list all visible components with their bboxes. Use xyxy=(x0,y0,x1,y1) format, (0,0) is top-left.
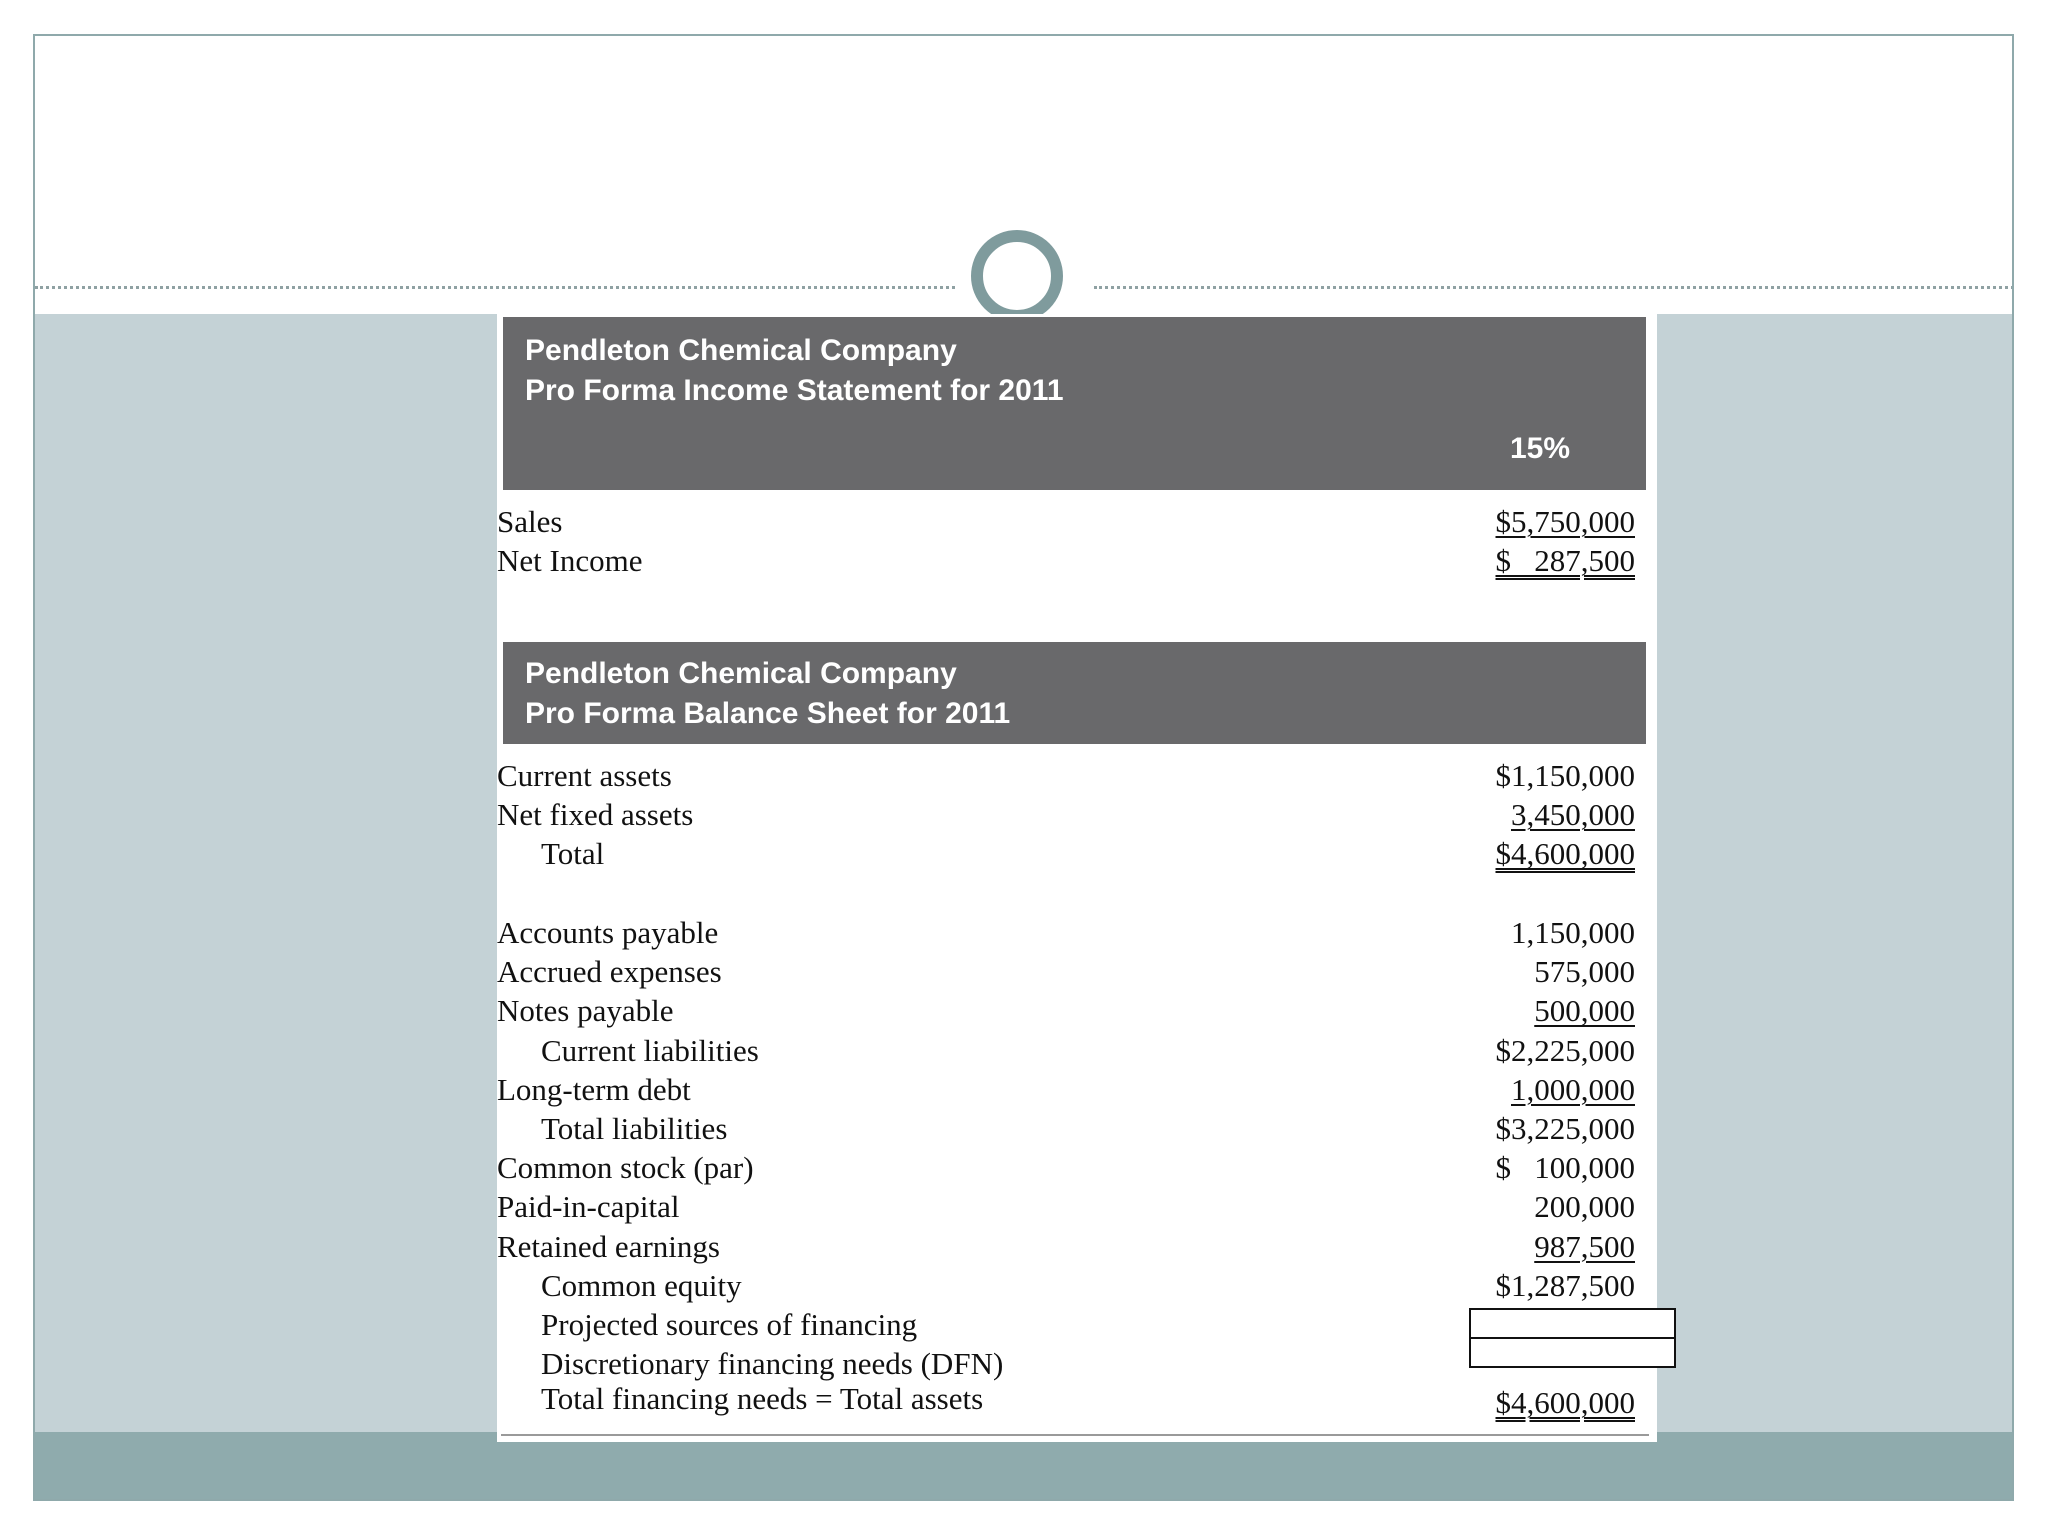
row-label: Projected sources of financing xyxy=(541,1306,918,1342)
row-value: 3,450,000 xyxy=(1511,797,1635,833)
row-label: Net fixed assets xyxy=(497,797,694,833)
row-label: Notes payable xyxy=(497,993,674,1029)
table-row xyxy=(497,1264,1657,1303)
row-value: 1,150,000 xyxy=(1511,915,1635,950)
row-value: 987,500 xyxy=(1534,1228,1635,1264)
row-value: $ 100,000 xyxy=(1495,1150,1635,1186)
row-label: Current liabilities xyxy=(541,1032,759,1068)
row-label: Total financing needs = Total assets xyxy=(541,1381,984,1417)
row-value: 575,000 xyxy=(1534,954,1635,990)
row-label: Net Income xyxy=(497,543,643,579)
income-statement-header xyxy=(503,317,1646,490)
balance-rows-assets xyxy=(497,754,1657,872)
income-statement-title: Pro Forma Income Statement for 2011 xyxy=(525,374,1064,407)
row-value: $3,225,000 xyxy=(1495,1110,1635,1146)
dfn-box xyxy=(1469,1337,1676,1368)
table-row xyxy=(497,989,1657,1028)
row-value: 200,000 xyxy=(1534,1189,1635,1225)
row-value: $1,287,500 xyxy=(1495,1267,1635,1303)
row-label: Current assets xyxy=(497,758,672,793)
title-divider-left xyxy=(35,286,955,289)
table-row xyxy=(497,911,1657,950)
row-label: Sales xyxy=(497,504,563,539)
bottom-rule xyxy=(501,1434,1649,1436)
row-value: $1,150,000 xyxy=(1495,758,1635,793)
income-rows xyxy=(497,500,1657,578)
row-label: Accrued expenses xyxy=(497,954,722,990)
table-row xyxy=(497,832,1657,871)
slide-footer-band xyxy=(35,1432,2012,1501)
row-label: Paid-in-capital xyxy=(497,1189,680,1225)
table-row xyxy=(497,950,1657,989)
row-label: Common equity xyxy=(541,1267,742,1303)
table-row xyxy=(497,1381,1657,1421)
table-row xyxy=(497,1107,1657,1146)
table-row xyxy=(497,500,1657,539)
row-label: Common stock (par) xyxy=(497,1150,754,1186)
balance-sheet-header xyxy=(503,642,1646,744)
row-value: $4,600,000 xyxy=(1495,1385,1635,1421)
financial-statement-image xyxy=(497,314,1657,1442)
income-company-name: Pendleton Chemical Company xyxy=(525,334,957,367)
table-row xyxy=(497,754,1657,793)
table-row xyxy=(497,1029,1657,1068)
row-label: Accounts payable xyxy=(497,915,719,950)
row-value: $2,225,000 xyxy=(1495,1032,1635,1068)
circle-ornament-icon xyxy=(971,230,1063,322)
row-value: $5,750,000 xyxy=(1495,504,1635,539)
row-label: Long-term debt xyxy=(497,1071,691,1107)
balance-company-name: Pendleton Chemical Company xyxy=(525,657,957,690)
table-row xyxy=(497,539,1657,578)
table-row xyxy=(497,793,1657,832)
table-row xyxy=(497,1146,1657,1185)
slide xyxy=(33,34,2014,1501)
row-label: Total xyxy=(541,836,605,872)
row-label: Total liabilities xyxy=(541,1110,728,1146)
row-value: 1,000,000 xyxy=(1511,1071,1635,1107)
table-row xyxy=(497,1225,1657,1264)
projected-sources-box xyxy=(1469,1308,1676,1339)
row-value: 500,000 xyxy=(1534,993,1635,1029)
table-row xyxy=(497,1068,1657,1107)
title-divider-right xyxy=(1094,286,2014,289)
income-column-header: 15% xyxy=(1509,432,1570,465)
balance-sheet-title: Pro Forma Balance Sheet for 2011 xyxy=(525,697,1011,730)
row-value: $ 287,500 xyxy=(1495,543,1635,579)
row-label: Discretionary financing needs (DFN) xyxy=(541,1346,1004,1382)
table-row xyxy=(497,1185,1657,1224)
row-value: $4,600,000 xyxy=(1495,836,1635,872)
row-label: Retained earnings xyxy=(497,1228,720,1264)
